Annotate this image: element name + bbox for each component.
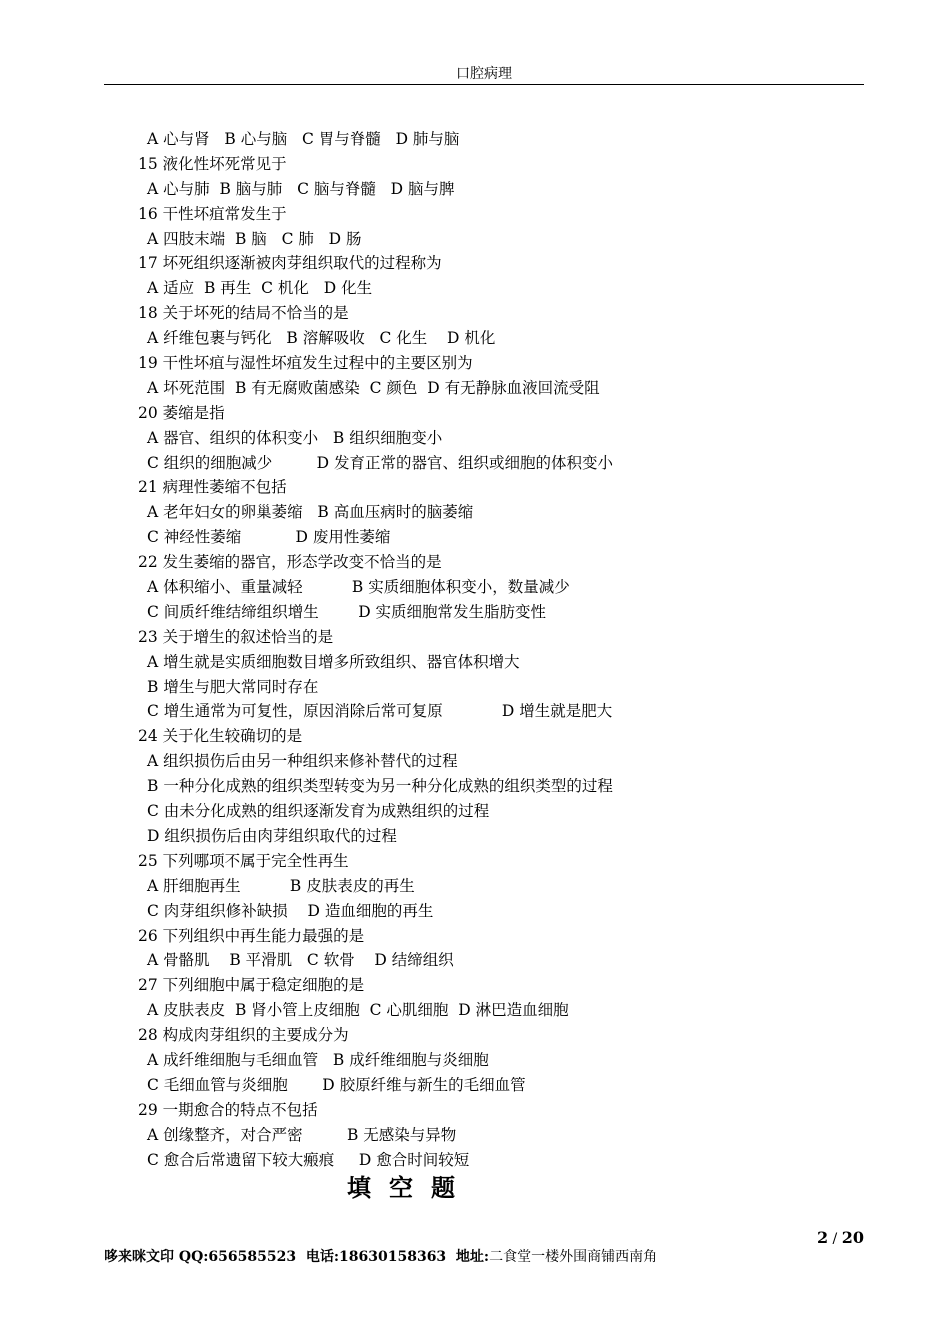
question-text: 27 下列细胞中属于稳定细胞的是 <box>138 976 365 995</box>
page-header: 口腔病理 <box>456 66 512 82</box>
answer-options: A 老年妇女的卵巢萎缩 B 高血压病时的脑萎缩 <box>147 503 474 522</box>
answer-options: A 增生就是实质细胞数目增多所致组织、器官体积增大 <box>147 652 520 671</box>
question-text: 24 关于化生较确切的是 <box>138 727 303 746</box>
answer-options: A 器官、组织的体积变小 B 组织细胞变小 <box>147 428 443 447</box>
question-text: 20 萎缩是指 <box>138 403 225 422</box>
answer-options: D 组织损伤后由肉芽组织取代的过程 <box>147 826 397 845</box>
question-text: 22 发生萎缩的器官，形态学改变不恰当的是 <box>138 553 442 572</box>
question-text: 15 液化性坏死常见于 <box>138 154 287 173</box>
question-list <box>138 127 838 1172</box>
answer-options: A 坏死范围 B 有无腐败菌感染 C 颜色 D 有无静脉血液回流受阻 <box>147 378 600 397</box>
question-text: 26 下列组织中再生能力最强的是 <box>138 926 365 945</box>
answer-options: C 愈合后常遗留下较大瘢痕 D 愈合时间较短 <box>147 1150 470 1169</box>
footer <box>104 1246 657 1266</box>
answer-options: A 心与肺 B 脑与肺 C 脑与脊髓 D 脑与脾 <box>147 179 455 198</box>
answer-options: A 骨骼肌 B 平滑肌 C 软骨 D 结缔组织 <box>147 951 454 970</box>
section-title: 填空题 <box>347 1173 473 1202</box>
answer-options: A 皮肤表皮 B 肾小管上皮细胞 C 心肌细胞 D 淋巴造血细胞 <box>147 1001 569 1020</box>
answer-options: C 间质纤维结缔组织增生 D 实质细胞常发生脂肪变性 <box>147 602 547 621</box>
answer-options: C 肉芽组织修补缺损 D 造血细胞的再生 <box>147 901 434 920</box>
question-text: 17 坏死组织逐渐被肉芽组织取代的过程称为 <box>138 254 442 273</box>
answer-options: A 四肢末端 B 脑 C 肺 D 肠 <box>147 229 362 248</box>
answer-options: A 适应 B 再生 C 机化 D 化生 <box>147 279 373 298</box>
question-text: 29 一期愈合的特点不包括 <box>138 1100 318 1119</box>
question-text: 23 关于增生的叙述恰当的是 <box>138 627 334 646</box>
header-divider <box>104 84 864 85</box>
footer-shop-info: 哆来咪文印 QQ:656585523 电话:18630158363 地址: <box>104 1249 490 1265</box>
question-text: 28 构成肉芽组织的主要成分为 <box>138 1026 349 1045</box>
answer-options: A 成纤维细胞与毛细血管 B 成纤维细胞与炎细胞 <box>147 1050 489 1069</box>
page-number <box>817 1228 864 1247</box>
answer-options: A 组织损伤后由另一种组织来修补替代的过程 <box>147 752 458 771</box>
answer-options: A 创缘整齐，对合严密 B 无感染与异物 <box>147 1125 457 1144</box>
page-current: 2 <box>816 1228 829 1247</box>
answer-options: A 体积缩小、重量减轻 B 实质细胞体积变小，数量减少 <box>147 578 570 597</box>
question-text: 18 关于坏死的结局不恰当的是 <box>138 304 349 323</box>
answer-options: A 纤维包裹与钙化 B 溶解吸收 C 化生 D 机化 <box>147 329 496 348</box>
question-text: 21 病理性萎缩不包括 <box>138 478 287 497</box>
footer-address: 二食堂一楼外围商铺西南角 <box>489 1249 658 1265</box>
answer-options: A 心与肾 B 心与脑 C 胃与脊髓 D 肺与脑 <box>147 130 460 148</box>
answer-options: C 由未分化成熟的组织逐渐发育为成熟组织的过程 <box>147 802 490 821</box>
question-text: 19 干性坏疽与湿性坏疽发生过程中的主要区别为 <box>138 354 473 373</box>
question-text: 16 干性坏疽常发生于 <box>138 204 287 223</box>
answer-options: B 增生与肥大常同时存在 <box>147 677 319 696</box>
answer-options: B 一种分化成熟的组织类型转变为另一种分化成熟的组织类型的过程 <box>147 777 613 796</box>
answer-options: A 肝细胞再生 B 皮肤表皮的再生 <box>147 876 415 895</box>
answer-options: C 组织的细胞减少 D 发育正常的器官、组织或细胞的体积变小 <box>147 453 613 472</box>
question-text: 25 下列哪项不属于完全性再生 <box>138 851 349 870</box>
answer-options: C 神经性萎缩 D 废用性萎缩 <box>147 528 391 547</box>
page-total: 20 <box>841 1228 864 1247</box>
answer-options: C 毛细血管与炎细胞 D 胶原纤维与新生的毛细血管 <box>147 1075 526 1094</box>
page-separator: / <box>828 1231 842 1247</box>
answer-options: C 增生通常为可复性，原因消除后常可复原 D 增生就是肥大 <box>147 702 613 721</box>
